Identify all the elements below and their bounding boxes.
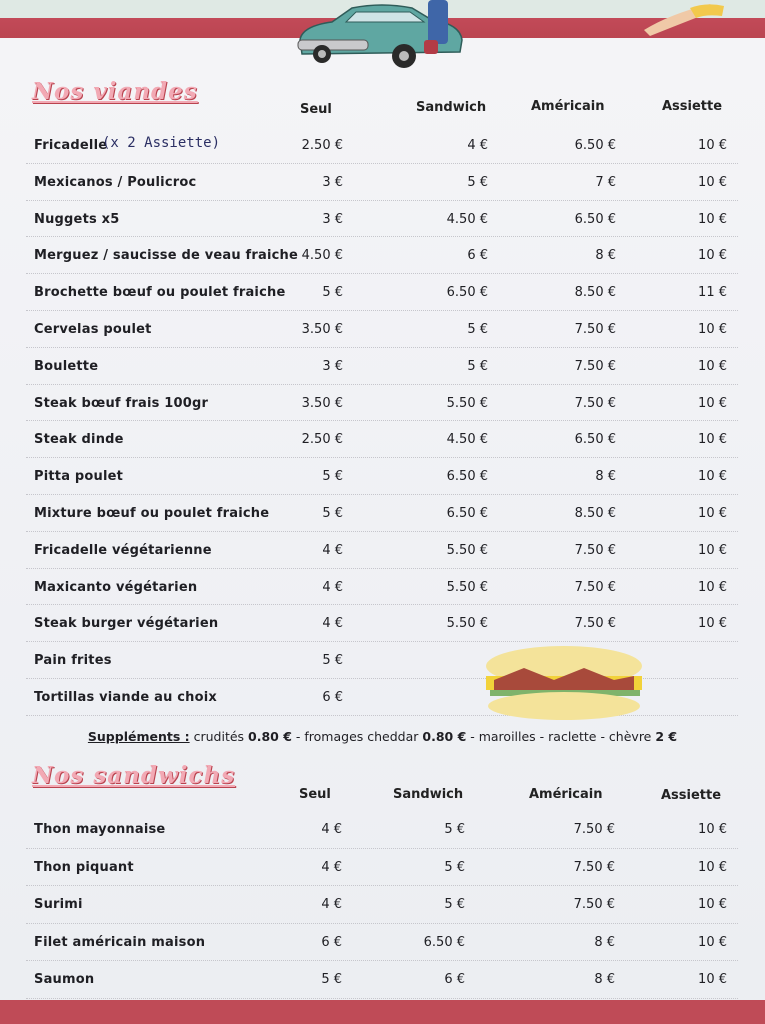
price-assiette: 10 € xyxy=(698,322,727,337)
table-row xyxy=(0,580,765,617)
price-assiette: 10 € xyxy=(698,138,727,153)
price-seul: 5 € xyxy=(322,469,343,485)
price-sandwich: 5.50 € xyxy=(446,579,488,595)
price-americain: 7.50 € xyxy=(573,897,615,912)
row-divider xyxy=(26,200,738,201)
price-sandwich: 5.50 € xyxy=(446,395,488,411)
price-assiette: 10 € xyxy=(698,616,727,632)
item-name: Cervelas poulet xyxy=(34,322,152,337)
price-americain: 7.50 € xyxy=(574,579,616,595)
item-name: Thon piquant xyxy=(34,859,134,875)
row-divider xyxy=(26,923,738,924)
table-row xyxy=(0,248,765,285)
row-divider xyxy=(26,848,738,849)
price-sandwich: 5 € xyxy=(444,822,465,837)
handwritten-note: (x 2 Assiette) xyxy=(102,135,221,151)
price-americain: 8 € xyxy=(594,934,615,950)
price-seul: 4 € xyxy=(321,859,342,875)
price-americain: 8.50 € xyxy=(574,506,616,521)
supplement-item-2: - fromages cheddar xyxy=(291,729,423,744)
table-row xyxy=(0,322,765,359)
price-assiette: 10 € xyxy=(698,579,727,595)
table-row xyxy=(0,506,765,543)
table-row xyxy=(0,690,765,727)
supplement-price-1: 0.80 € xyxy=(248,729,292,744)
price-sandwich: 6 € xyxy=(444,972,465,987)
item-name: Mixture bœuf ou poulet fraiche xyxy=(34,506,270,521)
item-name: Merguez / saucisse de veau fraiche xyxy=(34,248,299,264)
col-head-americain-2: Américain xyxy=(529,787,603,802)
table-row xyxy=(0,935,765,972)
row-divider xyxy=(26,568,738,569)
item-name: Tortillas viande au choix xyxy=(34,690,217,705)
item-name: Steak bœuf frais 100gr xyxy=(34,395,209,411)
price-americain: 7.50 € xyxy=(574,616,616,632)
price-seul: 5 € xyxy=(321,972,342,987)
price-seul: 4 € xyxy=(321,822,342,837)
row-divider xyxy=(26,273,738,274)
item-name: Steak dinde xyxy=(34,432,124,448)
item-name: Steak burger végétarien xyxy=(34,616,219,632)
item-name: Mexicanos / Poulicroc xyxy=(34,174,197,190)
price-assiette: 10 € xyxy=(698,395,727,411)
price-assiette: 10 € xyxy=(698,358,727,374)
price-seul: 5 € xyxy=(322,285,343,301)
price-seul: 2.50 € xyxy=(301,138,343,153)
row-divider xyxy=(26,998,738,999)
price-sandwich: 6.50 € xyxy=(446,469,488,485)
item-name: Brochette bœuf ou poulet fraiche xyxy=(34,285,286,301)
price-americain: 7.50 € xyxy=(574,542,616,558)
price-assiette: 10 € xyxy=(698,469,727,485)
price-seul: 4 € xyxy=(322,542,343,558)
row-divider xyxy=(26,457,738,458)
table-row xyxy=(0,543,765,580)
price-seul: 4 € xyxy=(322,579,343,595)
price-seul: 3 € xyxy=(322,358,343,374)
col-head-assiette: Assiette xyxy=(662,99,723,114)
price-seul: 2.50 € xyxy=(301,432,343,448)
price-americain: 8 € xyxy=(595,469,616,485)
table-row xyxy=(0,396,765,433)
supplement-price-2: 0.80 € xyxy=(422,729,467,744)
row-divider xyxy=(26,384,738,385)
section-title-sandwiches: Nos sandwichs xyxy=(32,762,236,789)
price-assiette: 10 € xyxy=(698,248,727,264)
price-seul: 4.50 € xyxy=(301,248,343,264)
table-row xyxy=(0,285,765,322)
price-sandwich: 4 € xyxy=(467,138,488,153)
row-divider xyxy=(26,604,738,605)
price-sandwich: 5 € xyxy=(444,897,465,912)
price-sandwich: 5.50 € xyxy=(446,616,488,632)
price-sandwich: 5 € xyxy=(467,358,488,374)
price-assiette: 11 € xyxy=(698,285,727,301)
table-row xyxy=(0,972,765,1009)
row-divider xyxy=(26,420,738,421)
row-divider xyxy=(26,236,738,237)
price-americain: 6.50 € xyxy=(574,211,616,227)
price-americain: 7.50 € xyxy=(574,395,616,411)
price-americain: 8 € xyxy=(595,248,616,264)
col-head-seul: Seul xyxy=(300,102,332,117)
price-assiette: 10 € xyxy=(698,211,727,227)
price-assiette: 10 € xyxy=(698,542,727,558)
item-name: Thon mayonnaise xyxy=(34,822,166,837)
item-name: Pitta poulet xyxy=(34,469,124,485)
price-americain: 7 € xyxy=(595,174,616,190)
item-name: Nuggets x5 xyxy=(34,211,120,227)
row-divider xyxy=(26,641,738,642)
row-divider xyxy=(26,347,738,348)
row-divider xyxy=(26,885,738,886)
supplement-item-3: - maroilles - raclette - chèvre xyxy=(466,729,656,744)
item-name: Fricadelle végétarienne xyxy=(34,542,212,558)
col-head-sandwich: Sandwich xyxy=(416,100,487,115)
price-seul: 3.50 € xyxy=(301,322,343,337)
section-title-meats: Nos viandes xyxy=(32,78,198,105)
row-divider xyxy=(26,960,738,961)
table-row xyxy=(0,212,765,249)
item-name: Fricadelle xyxy=(34,138,108,153)
price-sandwich: 6.50 € xyxy=(423,934,465,950)
table-row xyxy=(0,616,765,653)
col-head-americain: Américain xyxy=(531,99,605,114)
price-assiette: 10 € xyxy=(698,506,727,521)
price-seul: 4 € xyxy=(322,616,343,632)
col-head-assiette-2: Assiette xyxy=(661,788,722,803)
price-assiette: 10 € xyxy=(698,822,727,837)
price-sandwich: 6 € xyxy=(467,248,488,264)
price-americain: 6.50 € xyxy=(574,432,616,448)
supplements-line xyxy=(0,729,765,744)
price-americain: 7.50 € xyxy=(573,822,615,837)
col-head-sandwich-2: Sandwich xyxy=(393,787,464,802)
row-divider xyxy=(26,163,738,164)
price-americain: 7.50 € xyxy=(574,358,616,374)
retro-car-icon xyxy=(292,0,467,72)
table-row xyxy=(0,822,765,859)
price-americain: 7.50 € xyxy=(573,859,615,875)
price-assiette: 10 € xyxy=(698,432,727,448)
supplement-price-3: 2 € xyxy=(655,729,678,744)
price-assiette: 10 € xyxy=(698,859,727,875)
price-sandwich: 6.50 € xyxy=(446,506,488,521)
decorative-legs-icon xyxy=(640,0,730,38)
table-row xyxy=(0,359,765,396)
item-name: Saumon xyxy=(34,972,95,987)
price-americain: 7.50 € xyxy=(574,322,616,337)
table-row xyxy=(0,432,765,469)
price-sandwich: 4.50 € xyxy=(446,211,488,227)
price-assiette: 10 € xyxy=(698,934,727,950)
row-divider xyxy=(26,531,738,532)
table-row xyxy=(0,469,765,506)
row-divider xyxy=(26,310,738,311)
table-row xyxy=(0,860,765,897)
price-seul: 5 € xyxy=(322,653,343,669)
row-divider xyxy=(26,494,738,495)
price-americain: 8 € xyxy=(594,972,615,987)
price-sandwich: 5 € xyxy=(467,322,488,337)
item-name: Surimi xyxy=(34,897,83,912)
table-row xyxy=(0,175,765,212)
item-name: Filet américain maison xyxy=(34,934,206,950)
price-seul: 3 € xyxy=(322,211,343,227)
price-sandwich: 4.50 € xyxy=(446,432,488,448)
price-seul: 5 € xyxy=(322,506,343,521)
price-sandwich: 5 € xyxy=(467,174,488,190)
sandwich-icon xyxy=(484,646,644,724)
table-row xyxy=(0,135,765,175)
price-sandwich: 5.50 € xyxy=(446,542,488,558)
item-name: Maxicanto végétarien xyxy=(34,579,198,595)
table-row xyxy=(0,897,765,934)
col-head-seul-2: Seul xyxy=(299,787,331,802)
price-assiette: 10 € xyxy=(698,174,727,190)
price-seul: 4 € xyxy=(321,897,342,912)
price-assiette: 10 € xyxy=(698,972,727,987)
table-row xyxy=(0,653,765,690)
price-seul: 3 € xyxy=(322,174,343,190)
price-sandwich: 6.50 € xyxy=(446,285,488,301)
price-assiette: 10 € xyxy=(698,897,727,912)
price-americain: 6.50 € xyxy=(574,138,616,153)
price-americain: 8.50 € xyxy=(574,285,616,301)
price-sandwich: 5 € xyxy=(444,859,465,875)
price-seul: 6 € xyxy=(321,934,342,950)
item-name: Pain frites xyxy=(34,653,112,669)
supplement-item-1: crudités xyxy=(189,729,249,744)
price-seul: 6 € xyxy=(322,690,343,705)
item-name: Boulette xyxy=(34,358,99,374)
supplements-label: Suppléments : xyxy=(87,729,190,744)
price-seul: 3.50 € xyxy=(301,395,343,411)
